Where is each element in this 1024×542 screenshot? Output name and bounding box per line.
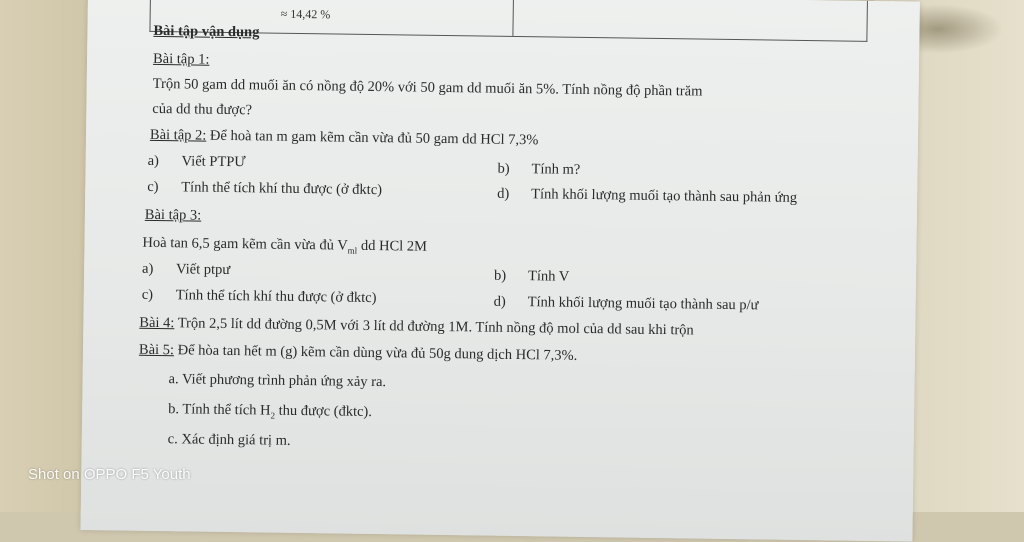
table-value: ≈ 14,42 % <box>280 6 331 22</box>
paper-sheet <box>80 0 919 542</box>
bai4-title: Bài 4: <box>139 314 175 332</box>
camera-watermark: Shot on OPPO F5 Youth <box>28 466 191 483</box>
bai2-c-text: Tính thể tích khí thu được (ở đktc) <box>181 179 383 199</box>
bai1-line1: Trộn 50 gam dd muối ăn có nồng độ 20% với 50 gam dd muối ăn 5%. Tính nồng độ phần trăm <box>152 75 703 100</box>
bai3-b-text: Tính V <box>527 268 570 285</box>
bai5-item-b <box>168 401 372 422</box>
bai2-d-label: d) <box>497 185 510 202</box>
bai4-statement <box>139 315 694 340</box>
bai2-d-text: Tính khối lượng muối tạo thành sau phản ứng <box>531 186 798 206</box>
bai5-text: Để hòa tan hết m (g) kẽm cần dùng vừa đủ 50g dung dịch HCl 7,3%. <box>173 342 578 364</box>
bai3-b-label: b) <box>493 267 507 284</box>
bai2-title: Bài tập 2: <box>149 126 207 144</box>
bai2-item-d <box>497 186 797 207</box>
bai2-statement <box>150 127 539 149</box>
bai2-a-label: a) <box>147 152 159 170</box>
bai3-item-d <box>494 294 759 315</box>
bai3-statement <box>142 235 427 257</box>
bai2-text: Để hoà tan m gam kẽm cần vừa đủ 50 gam dd HCl 7,3% <box>206 127 539 149</box>
bai3-item-c <box>142 287 377 307</box>
bai5-item-a: a. Viết phương trình phản ứng xảy ra. <box>168 371 387 391</box>
bai3-text-sub: ml <box>347 245 358 256</box>
bai5-title: Bài 5: <box>138 341 175 359</box>
bai1-line2: của dd thu được? <box>152 100 253 119</box>
bai3-item-b <box>494 268 569 286</box>
bai3-a-text: Viết ptpư <box>175 261 231 279</box>
bai3-title: Bài tập 3: <box>144 206 202 224</box>
bai5-b-sub: 2 <box>270 410 276 421</box>
bai3-text-post: dd HCl 2M <box>357 237 428 255</box>
bai3-d-label: d) <box>493 293 506 310</box>
bai2-item-c <box>147 179 382 199</box>
bai3-text-pre: Hoà tan 6,5 gam kẽm cần vừa đủ V <box>142 234 348 254</box>
bai2-item-a <box>147 153 245 171</box>
bai2-a-text: Viết PTPƯ <box>181 153 246 171</box>
bai1-title: Bài tập 1: <box>152 50 210 68</box>
bai5-statement <box>139 342 578 365</box>
bai3-c-text: Tính thể tích khí thu được (ở đktc) <box>175 287 377 307</box>
bai3-item-a <box>142 261 230 279</box>
bai4-text: Trộn 2,5 lít dd đường 0,5M với 3 lít dd đường 1M. Tính nồng độ mol của dd sau khi trộn <box>174 315 694 339</box>
bai5-b-post: thu được (đktc). <box>274 402 373 421</box>
bai2-b-label: b) <box>497 160 510 177</box>
bai3-c-label: c) <box>141 286 154 303</box>
bai3-d-text: Tính khối lượng muối tạo thành sau p/ư <box>527 294 759 314</box>
section-title: Bài tập vận dụng <box>153 22 260 41</box>
bai5-b-pre: b. Tính thể tích H <box>168 401 271 419</box>
bai5-item-c: c. Xác định giá trị m. <box>167 431 291 449</box>
bai2-b-text: Tính m? <box>531 161 581 178</box>
bai2-item-b <box>497 161 580 179</box>
bai3-a-label: a) <box>142 260 154 277</box>
document-text <box>80 0 919 542</box>
bai2-c-label: c) <box>147 178 159 196</box>
